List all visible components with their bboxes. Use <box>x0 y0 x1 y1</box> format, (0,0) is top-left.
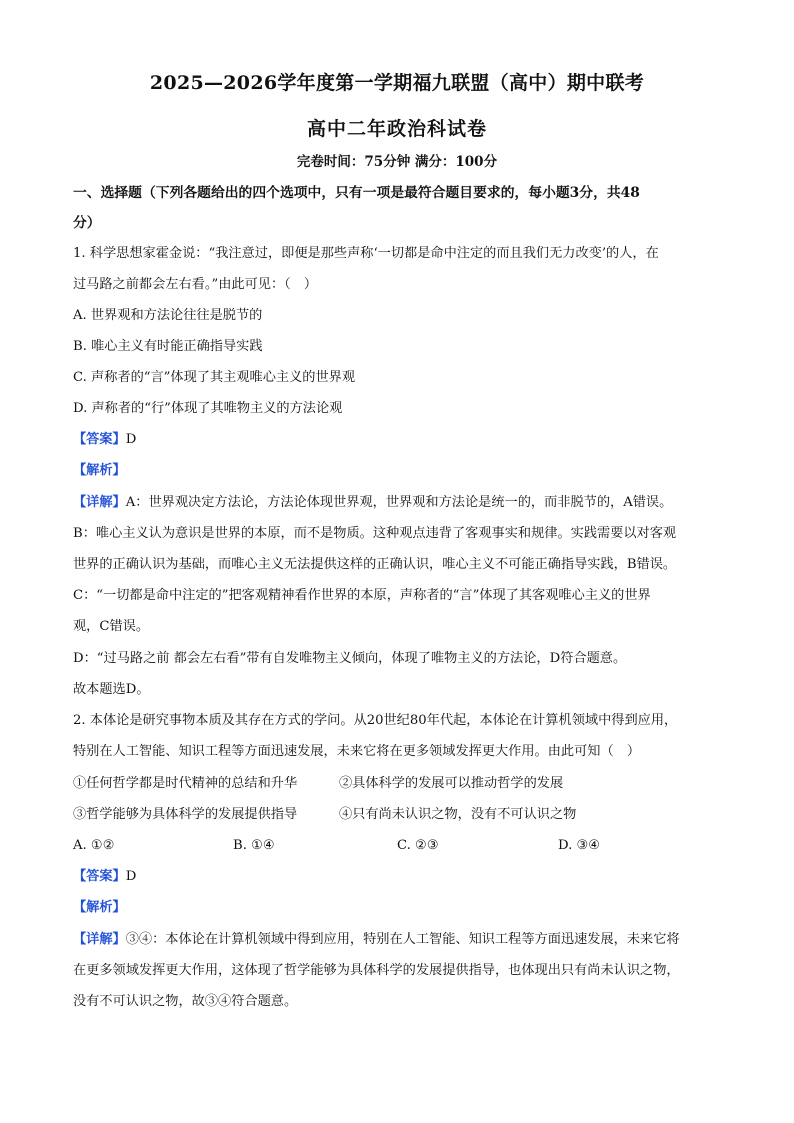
q2-option-d: D. ③④ <box>558 838 601 853</box>
section-heading-line1: 一、选择题（下列各题给出的四个选项中，只有一项是最符合题目要求的，每小题3分，共48 <box>73 185 640 201</box>
q1-answer-value: D <box>125 432 137 447</box>
q2-explanation-line3: 没有不可认识之物，故③④符合题意。 <box>73 994 298 1009</box>
q1-explanation-line2: B：唯心主义认为意识是世界的本原，而不是物质。这种观点违背了客观事实和规律。实践需要以对客观 <box>73 526 677 541</box>
q2-stem-line1: 2. 本体论是研究事物本质及其存在方式的学问。从20世纪80年代起，本体论在计算机领域中得到应用， <box>73 713 678 728</box>
q2-option-b: B. ①④ <box>233 838 275 853</box>
q2-detail-label: 【详解】 <box>73 932 126 947</box>
q1-explanation-line1 <box>73 493 672 513</box>
q2-explanation-line2: 在更多领域发挥更大作用，这体现了哲学能够为具体科学的发展提供指导，也体现出只有尚未认识之物， <box>73 963 680 978</box>
q2-statement-1: ①任何哲学都是时代精神的总结和升华 <box>73 776 298 791</box>
section-heading-line2: 分） <box>73 215 101 231</box>
q1-stem-line1: 1. 科学思想家霍金说：“我注意过，即便是那些声称‘一切都是命中注定的而且我们无力改变’的人，在 <box>73 246 659 261</box>
q2-option-a: A. ①② <box>73 838 115 853</box>
q1-detail-label: 【详解】 <box>73 495 126 510</box>
q1-explanation-line4: C：“一切都是命中注定的”把客观精神看作世界的本原，声称者的“言”体现了其客观唯心主义的世界 <box>73 588 651 603</box>
q2-option-c: C. ②③ <box>397 838 439 853</box>
exam-title: 2025—2026学年度第一学期福九联盟（高中）期中联考 <box>149 72 645 94</box>
q1-explanation-line3: 世界的正确认识为基础，而唯心主义无法提供这样的正确认识，唯心主义不可能正确指导实践，B错误。 <box>73 557 677 572</box>
q2-analysis-label: 【解析】 <box>73 900 126 915</box>
q1-stem-line2: 过马路之前都会左右看。”由此可见：（ ） <box>73 277 318 292</box>
q1-analysis-label: 【解析】 <box>73 463 126 478</box>
q1-answer <box>73 430 136 450</box>
q1-option-c: C. 声称者的“言”体现了其主观唯心主义的世界观 <box>73 370 356 385</box>
q2-stem-line2: 特别在人工智能、知识工程等方面迅速发展，未来它将在更多领域发挥更大作用。由此可知（ ） <box>73 744 641 759</box>
q1-explanation-line6: D：“过马路之前 都会左右看”带有自发唯物主义倾向，体现了唯物主义的方法论，D符合题意。 <box>73 651 627 666</box>
q1-explanation-line5: 观，C错误。 <box>73 619 150 634</box>
q1-explanation-line7: 故本题选D。 <box>73 682 150 697</box>
q1-answer-label: 【答案】 <box>73 432 126 447</box>
q2-answer-label: 【答案】 <box>73 869 126 884</box>
q1-option-a: A. 世界观和方法论往往是脱节的 <box>73 308 263 323</box>
q1-option-b: B. 唯心主义有时能正确指导实践 <box>73 339 263 354</box>
q2-explanation-line1 <box>73 930 680 950</box>
q1-explanation-text1: A：世界观决定方法论，方法论体现世界观，世界观和方法论是统一的，而非脱节的，A错误。 <box>125 495 673 510</box>
exam-meta: 完卷时间：75分钟 满分：100分 <box>296 154 498 170</box>
q2-answer <box>73 867 136 887</box>
exam-subtitle: 高中二年政治科试卷 <box>306 118 487 140</box>
q2-answer-value: D <box>125 869 137 884</box>
q2-statement-2: ②具体科学的发展可以推动哲学的发展 <box>339 776 564 791</box>
q2-statement-3: ③哲学能够为具体科学的发展提供指导 <box>73 807 298 822</box>
q1-option-d: D. 声称者的“行”体现了其唯物主义的方法论观 <box>73 401 343 416</box>
q2-statement-4: ④只有尚未认识之物，没有不可认识之物 <box>339 807 577 822</box>
q2-explanation-text1: ③④：本体论在计算机领域中得到应用，特别在人工智能、知识工程等方面迅速发展，未来它将 <box>125 932 680 947</box>
